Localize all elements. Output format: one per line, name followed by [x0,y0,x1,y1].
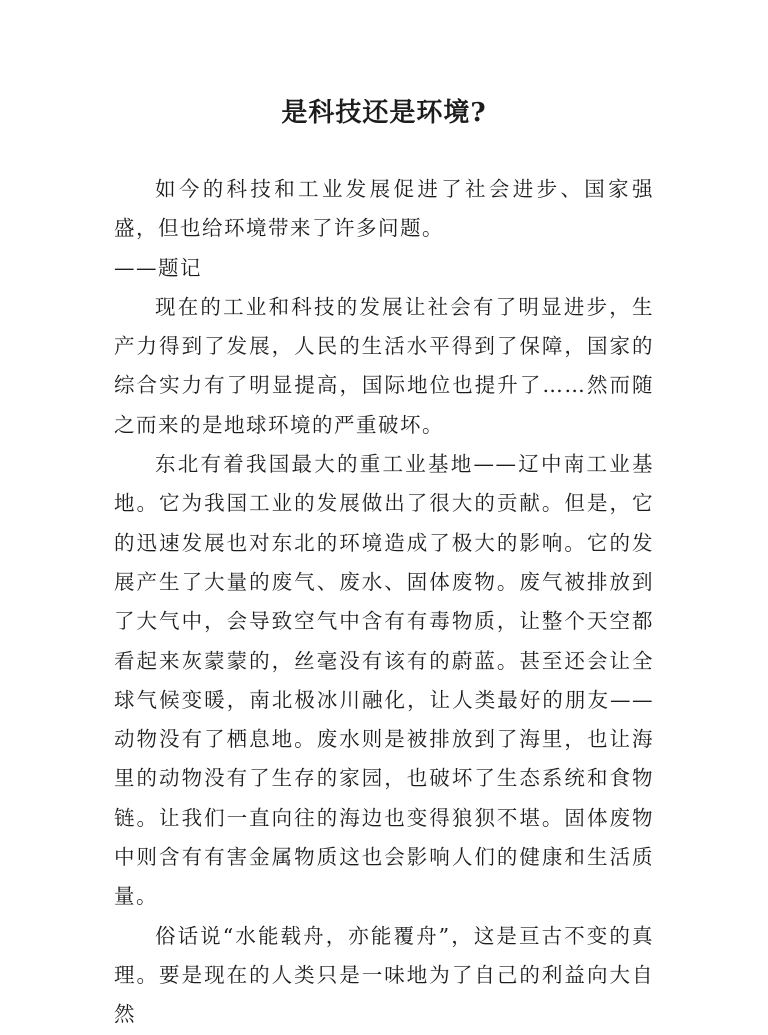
paragraph-2: 东北有着我国最大的重工业基地——辽中南工业基地。它为我国工业的发展做出了很大的贡献。但是，它的迅速发展也对东北的环境造成了极大的影响。它的发展产生了大量的废气、废水、固体废物。废气被排放到了大气中，会导致空气中含有有毒物质，让整个天空都看起来灰蒙蒙的，丝毫没有该有的蔚蓝。甚至还会让全球气候变暖，南北极冰川融化，让人类最好的朋友——动物没有了栖息地。废水则是被排放到了海里，也让海里的动物没有了生存的家园，也破坏了生态系统和食物链。让我们一直向往的海边也变得狼狈不堪。固体废物中则含有有害金属物质这也会影响人们的健康和生活质量。 [114,452,654,909]
epigraph-text: 如今的科技和工业发展促进了社会进步、国家强盛，但也给环境带来了许多问题。 [114,177,654,241]
paragraph-1: 现在的工业和科技的发展让社会有了明显进步，生产力得到了发展，人民的生活水平得到了保障，国家的综合实力有了明显提高，国际地位也提升了……然而随之而来的是地球环境的严重破坏。 [114,294,654,437]
paragraph-3: 俗话说“水能载舟，亦能覆舟”，这是亘古不变的真理。要是现在的人类只是一味地为了自己的利益向大自然 [114,923,654,1027]
document-title: 是科技还是环境? [281,98,487,128]
document-body [114,170,654,1035]
epigraph-signature: ——题记 [114,255,202,280]
